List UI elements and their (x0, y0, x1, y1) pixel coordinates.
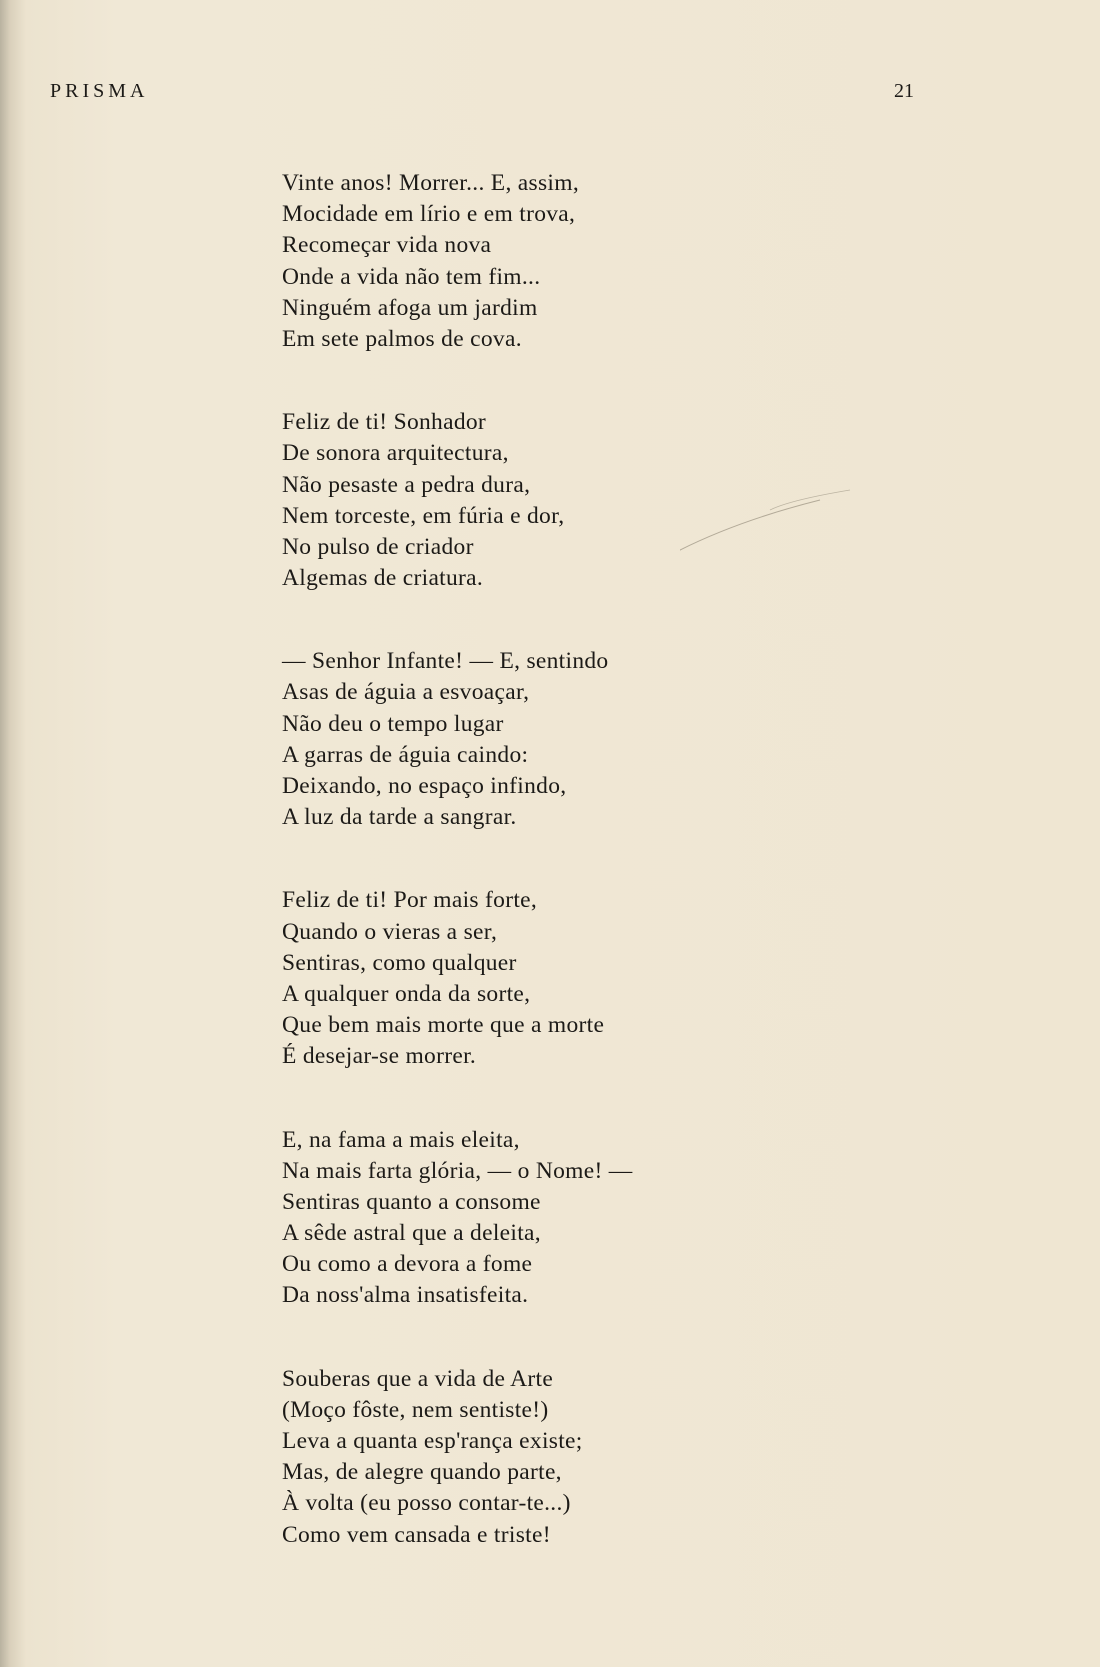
verse-line: Souberas que a vida de Arte (282, 1365, 554, 1392)
paper-crease-mark (680, 470, 880, 590)
verse-line: Recomeçar vida nova (282, 232, 492, 259)
verse-line: Em sete palmos de cova. (282, 325, 522, 352)
verse-line: Feliz de ti! Sonhador (282, 409, 487, 436)
verse-line: A garras de águia caindo: (282, 741, 529, 768)
stanza (282, 168, 633, 355)
verse-line: Que bem mais morte que a morte (282, 1012, 605, 1039)
verse-line: Quando o vieras a ser, (282, 918, 498, 945)
verse-line: Feliz de ti! Por mais forte, (282, 887, 538, 914)
verse-line: Não deu o tempo lugar (282, 710, 504, 737)
stanza (282, 407, 633, 594)
stanza (282, 1364, 633, 1551)
verse-line: — Senhor Infante! — E, sentindo (282, 648, 609, 675)
verse-line: No pulso de criador (282, 533, 474, 560)
verse-line: Deixando, no espaço infindo, (282, 773, 567, 799)
stanza (282, 646, 633, 833)
verse-line: Leva a quanta esp'rança existe; (282, 1428, 583, 1454)
verse-line: Ou como a devora a fome (282, 1251, 533, 1278)
verse-line: Não pesaste a pedra dura, (282, 471, 531, 498)
verse-line: Asas de águia a esvoaçar, (282, 679, 530, 706)
page-number: 21 (894, 80, 914, 102)
stanza (282, 885, 633, 1072)
verse-line: De sonora arquitectura, (282, 440, 509, 467)
verse-line: Na mais farta glória, — o Nome! — (282, 1157, 633, 1184)
stanza (282, 1125, 633, 1312)
verse-line: Mocidade em lírio e em trova, (282, 201, 576, 228)
verse-line: E, na fama a mais eleita, (282, 1126, 520, 1153)
verse-line: Vinte anos! Morrer... E, assim, (282, 170, 580, 196)
verse-line: (Moço fôste, nem sentiste!) (282, 1396, 549, 1423)
running-head: PRISMA (50, 80, 149, 102)
verse-line: A luz da tarde a sangrar. (282, 804, 517, 831)
verse-line: Sentiras, como qualquer (282, 949, 517, 976)
verse-line: Ninguém afoga um jardim (282, 294, 538, 321)
verse-line: Algemas de criatura. (282, 565, 484, 592)
verse-line: Sentiras quanto a consome (282, 1188, 541, 1215)
verse-line: Como vem cansada e triste! (282, 1521, 551, 1548)
verse-line: Onde a vida não tem fim... (282, 263, 541, 290)
verse-line: É desejar-se morrer. (282, 1043, 477, 1070)
verse-line: A sêde astral que a deleita, (282, 1220, 541, 1247)
verse-line: Mas, de alegre quando parte, (282, 1459, 562, 1486)
poem (282, 168, 633, 1603)
verse-line: Da noss'alma insatisfeita. (282, 1282, 529, 1309)
verse-line: A qualquer onda da sorte, (282, 980, 531, 1007)
verse-line: Nem torceste, em fúria e dor, (282, 502, 565, 529)
verse-line: À volta (eu posso contar-te...) (282, 1490, 571, 1517)
